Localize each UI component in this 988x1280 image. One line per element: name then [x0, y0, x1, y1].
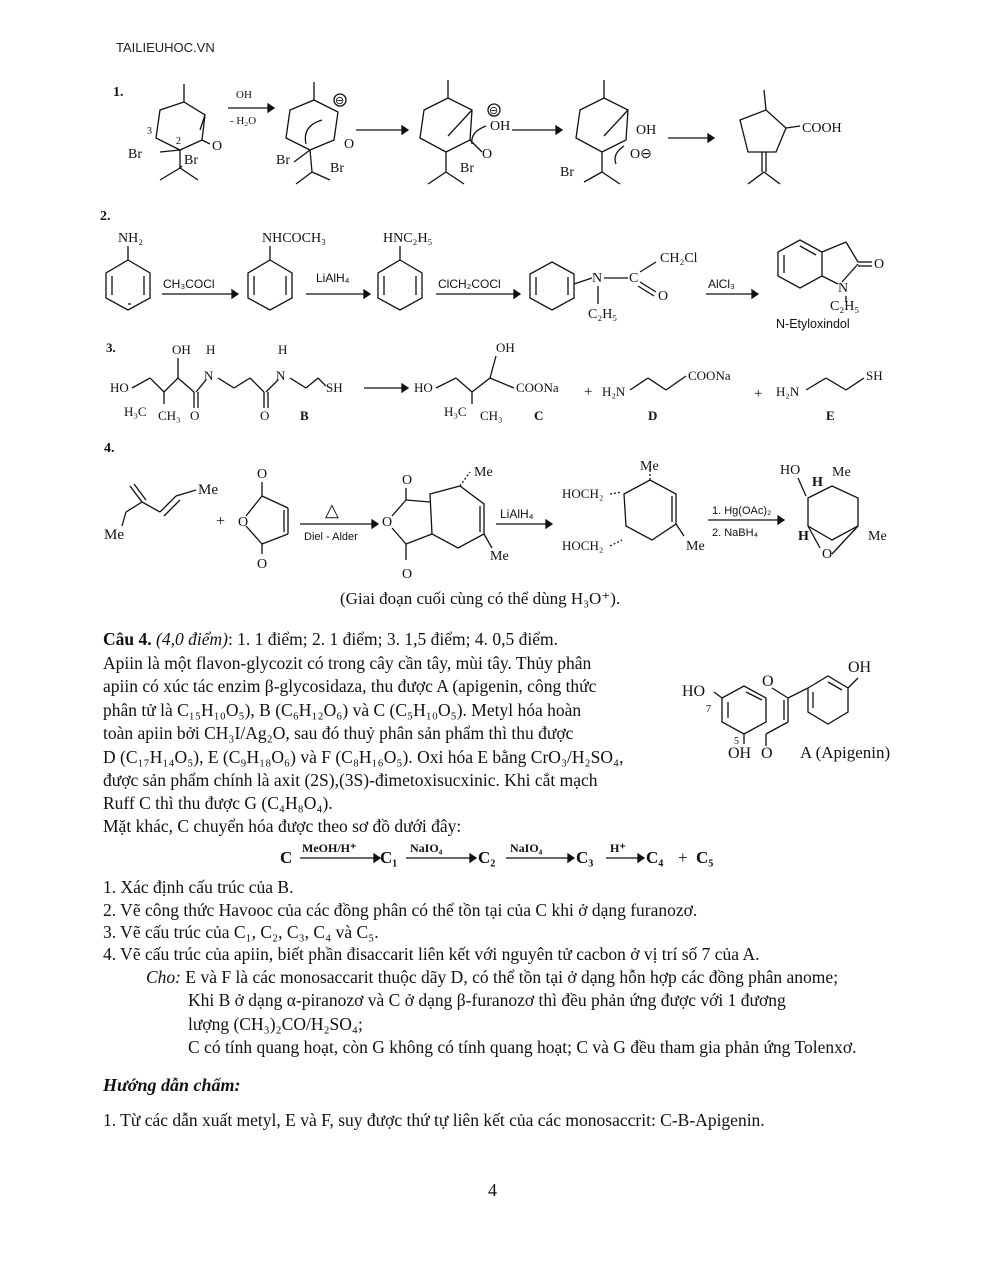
svg-text:⊖: ⊖	[489, 105, 499, 117]
svg-text:△: △	[325, 500, 339, 520]
svg-text:Br: Br	[560, 165, 574, 180]
svg-text:+: +	[216, 513, 226, 530]
svg-text:HOCH₂: HOCH₂	[562, 486, 604, 501]
svg-text:O: O	[212, 139, 223, 154]
svg-text:O: O	[658, 289, 669, 304]
svg-text:Br: Br	[460, 161, 474, 176]
svg-text:2. NaBH₄: 2. NaBH₄	[712, 527, 759, 539]
svg-text:AlCl₃: AlCl₃	[708, 277, 735, 291]
svg-text:C₃: C₃	[576, 848, 594, 867]
svg-text:Me: Me	[640, 459, 659, 474]
scheme-1-number: 1.	[113, 85, 124, 100]
scheme-2-number: 2.	[100, 209, 111, 224]
svg-text:NH₂: NH₂	[118, 231, 144, 246]
scheme-3	[0, 336, 988, 428]
svg-text:O: O	[238, 515, 249, 530]
svg-text:Me: Me	[198, 482, 218, 498]
svg-text:O: O	[260, 408, 270, 423]
chloroacetamide	[530, 251, 698, 322]
scheme-1	[0, 70, 988, 200]
scheme-4	[0, 436, 988, 616]
question-heading: Câu 4. (4,0 điểm): 1. 1 điểm; 2. 1 điểm; 3. 1,5 điểm; 4. 0,5 điểm.	[103, 629, 558, 649]
question-intro: Apiin là một flavon-glycozit có trong cây cần tây, mùi tây. Thủy phân apiin có xúc tác enzim β-glycosidaza, thu được A (apigenin, công thức phân tử là C₁₅H₁₀O₅), B (C₆H₁₂O₆) và C (C₅H₁₀O₅). Metyl hóa hoàn toàn apiin bởi CH₃I/Ag₂O, sau đó thuỷ phân sản phẩm thì thu được D (C₁₇H₁₄O₅), E (C₉H₁₈O₆) và F (C₈H₁₆O₅). Oxi hóa E bằng CrO₃/H₂SO₄, được sản phẩm chính là axit (2S),(3S)-đimetoxisucxinic. Khi cắt mạch Ruff C thì thu được G (C₄H₈O₄).	[103, 653, 624, 814]
svg-text:HO: HO	[110, 380, 129, 395]
svg-text:H: H	[812, 475, 823, 490]
svg-text:1. Hg(OAc)₂: 1. Hg(OAc)₂	[712, 505, 772, 517]
svg-text:C₅: C₅	[696, 848, 714, 867]
diels-alder-adduct	[382, 465, 509, 582]
svg-text:CH₃: CH₃	[480, 408, 503, 423]
svg-text:O: O	[344, 137, 355, 152]
svg-text:H: H	[278, 342, 288, 357]
svg-text:OH: OH	[848, 659, 872, 676]
svg-text:Me: Me	[104, 527, 124, 543]
scheme-1-intermediate-1	[276, 82, 354, 184]
scheme-intro: Mặt khác, C chuyển hóa được theo sơ đồ dưới đây:	[103, 816, 462, 836]
apigenin-label: A (Apigenin)	[800, 743, 891, 762]
svg-text:N: N	[592, 271, 603, 286]
svg-text:MeOH/H⁺: MeOH/H⁺	[302, 841, 357, 855]
svg-text:C₂H₅: C₂H₅	[588, 307, 618, 322]
conversion-sequence	[280, 836, 740, 876]
svg-text:SH: SH	[326, 380, 343, 395]
svg-text:OH: OH	[496, 340, 515, 355]
svg-text:H⁺: H⁺	[610, 841, 626, 855]
svg-text:Br: Br	[184, 153, 198, 168]
svg-text:Me: Me	[474, 465, 493, 480]
n-ethyloxindole	[776, 240, 884, 331]
svg-text:Me: Me	[868, 529, 887, 544]
question-item-2: 2. Vẽ công thức Havooc của các đồng phân có thể tồn tại của C khi ở dạng furanozơ.	[103, 900, 698, 920]
acetanilide	[248, 231, 326, 310]
svg-text:O⊖: O⊖	[630, 147, 652, 162]
question-item-4: 4. Vẽ cấu trúc của apiin, biết phần đisaccarit liên kết với nguyên tử cacbon ở vị trí số 7 của A.	[103, 944, 760, 964]
watermark: TAILIEUHOC.VN	[116, 40, 215, 55]
svg-text:O: O	[257, 467, 268, 482]
svg-text:H: H	[798, 529, 809, 544]
scheme-1-intermediate-3	[560, 80, 656, 184]
svg-text:N: N	[838, 281, 849, 296]
bicyclic-ether	[780, 463, 887, 562]
scheme-1-reactant	[128, 84, 222, 180]
svg-text:C₄: C₄	[646, 848, 664, 867]
svg-text:C₂H₅: C₂H₅	[830, 299, 860, 314]
pantetheine	[110, 342, 343, 423]
svg-text:LiAlH₄: LiAlH₄	[316, 271, 350, 285]
svg-text:+: +	[584, 384, 593, 400]
svg-text:O: O	[257, 557, 268, 572]
svg-text:HO: HO	[414, 380, 433, 395]
svg-text:C₁: C₁	[380, 848, 398, 867]
svg-text:NHCOCH₃: NHCOCH₃	[262, 231, 326, 246]
svg-text:OH: OH	[636, 123, 657, 138]
svg-text:H₂N: H₂N	[602, 384, 626, 399]
svg-text:⊖: ⊖	[335, 95, 345, 107]
svg-text:H₃C: H₃C	[444, 404, 467, 419]
guide-title: Hướng dẫn chấm:	[103, 1075, 241, 1095]
svg-text:3: 3	[147, 126, 152, 137]
svg-text:Br: Br	[276, 153, 290, 168]
scheme-2	[0, 202, 988, 332]
label-D: D	[648, 408, 658, 423]
svg-text:O: O	[382, 515, 393, 530]
svg-text:SH: SH	[866, 368, 883, 383]
svg-text:O: O	[482, 147, 493, 162]
svg-text:O: O	[402, 567, 413, 582]
svg-text:N: N	[276, 368, 286, 383]
svg-text:Diel - Alder: Diel - Alder	[304, 531, 358, 543]
guide-line-1: 1. Từ các dẫn xuất metyl, E và F, suy được thứ tự liên kết của các monosaccrit: C-B-Apigenin.	[103, 1110, 765, 1130]
pantoate-C	[414, 340, 559, 423]
label-E: E	[826, 408, 835, 423]
svg-text:ClCH₂COCl: ClCH₂COCl	[438, 277, 501, 291]
n-ethylaniline	[378, 231, 433, 310]
beta-alanine-D	[602, 368, 731, 423]
svg-text:HOCH₂: HOCH₂	[562, 538, 604, 553]
diol	[562, 459, 705, 554]
svg-text:HO: HO	[682, 683, 706, 700]
svg-text:+: +	[678, 848, 688, 867]
svg-text:COOH: COOH	[802, 121, 842, 136]
svg-text:N: N	[204, 368, 214, 383]
svg-text:OH: OH	[490, 119, 511, 134]
scheme-4-number: 4.	[104, 441, 115, 456]
svg-text:5: 5	[734, 736, 739, 747]
svg-text:Me: Me	[686, 539, 705, 554]
diene	[104, 482, 218, 543]
question-item-3: 3. Vẽ cấu trúc của C₁, C₂, C₃, C₄ và C₅.	[103, 922, 379, 942]
given-conditions: Cho: E và F là các monosaccarit thuộc dãy D, có thể tồn tại ở dạng hỗn hợp các đồng phân anome; Khi B ở dạng α-piranozơ và C ở dạng β-furanozơ thì đều phản ứng được với 1 đương lượng (CH₃)₂CO/H₂SO₄; C có tính quang hoạt, còn G không có tính quang hoạt; C và G đều tham gia phản ứng Tolenxơ.	[146, 967, 857, 1058]
svg-text:NaIO₄: NaIO₄	[410, 841, 443, 855]
svg-text:2: 2	[176, 136, 181, 147]
maleic-anhydride	[238, 467, 288, 572]
svg-text:OH: OH	[172, 342, 191, 357]
svg-text:COONa: COONa	[516, 380, 559, 395]
label-C: C	[534, 408, 544, 423]
cho-label: Cho:	[146, 967, 181, 987]
svg-text:O: O	[762, 673, 774, 690]
svg-text:+: +	[754, 386, 763, 402]
svg-text:LiAlH₄: LiAlH₄	[500, 507, 534, 521]
svg-text:O: O	[874, 257, 885, 272]
svg-text:OH: OH	[728, 745, 752, 762]
scheme-4-note: (Giai đoạn cuối cùng có thể dùng H₃O⁺).	[340, 589, 621, 608]
svg-text:HNC₂H₅: HNC₂H₅	[383, 231, 433, 246]
svg-text:CH₂Cl: CH₂Cl	[660, 251, 698, 266]
svg-text:NaIO₄: NaIO₄	[510, 841, 543, 855]
scheme-3-number: 3.	[106, 340, 116, 355]
apigenin-structure	[672, 650, 902, 770]
svg-text:C₂: C₂	[478, 848, 496, 867]
svg-text:- H₂O: - H₂O	[230, 115, 257, 127]
svg-text:C: C	[629, 271, 639, 286]
page-number: 4	[488, 1180, 497, 1200]
scheme-1-intermediate-2	[420, 80, 510, 184]
svg-text:O: O	[402, 473, 413, 488]
svg-text:7: 7	[706, 704, 711, 715]
cysteamine-E	[776, 368, 883, 423]
svg-text:Br: Br	[330, 161, 344, 176]
svg-text:O: O	[761, 745, 773, 762]
svg-text:H₃C: H₃C	[124, 404, 147, 419]
svg-text:H₂N: H₂N	[776, 384, 800, 399]
svg-text:COONa: COONa	[688, 368, 731, 383]
aniline	[106, 231, 150, 310]
svg-text:CH₃: CH₃	[158, 408, 181, 423]
label-B: B	[300, 408, 309, 423]
question-item-1: 1. Xác định cấu trúc của B.	[103, 877, 294, 897]
svg-text:C: C	[280, 848, 293, 867]
svg-text:OH: OH	[236, 89, 252, 101]
svg-text:H: H	[206, 342, 216, 357]
svg-text:HO: HO	[780, 463, 801, 478]
svg-text:Br: Br	[128, 147, 142, 162]
scheme-1-product	[740, 90, 842, 184]
svg-text:Me: Me	[490, 549, 509, 564]
svg-text:O: O	[190, 408, 200, 423]
product-name: N-Etyloxindol	[776, 317, 850, 331]
svg-text:O: O	[822, 547, 833, 562]
svg-text:Me: Me	[832, 465, 851, 480]
svg-text:CH₃COCl: CH₃COCl	[163, 277, 215, 291]
